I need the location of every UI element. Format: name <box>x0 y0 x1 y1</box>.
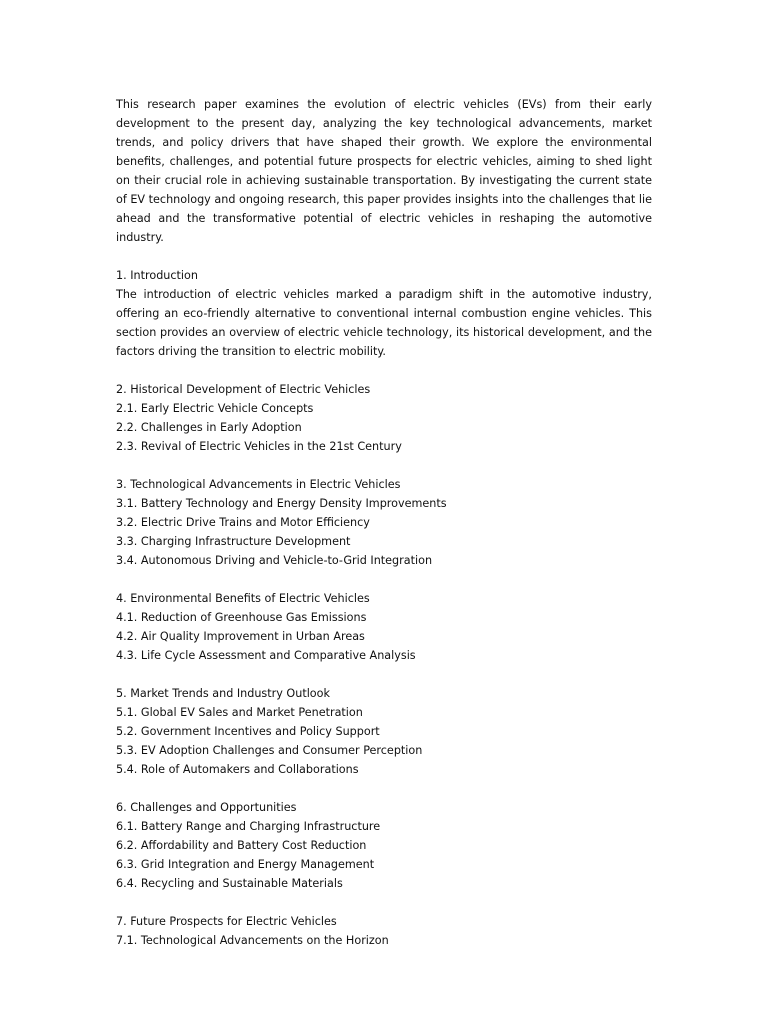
section-heading: 2. Historical Development of Electric Vehicles <box>116 383 371 396</box>
section-future-prospects <box>116 912 652 950</box>
paragraph-gap <box>116 779 652 798</box>
subsection-item: 4.3. Life Cycle Assessment and Comparative Analysis <box>116 649 416 662</box>
subsection-item: 5.1. Global EV Sales and Market Penetration <box>116 706 363 719</box>
subsection-item: 4.1. Reduction of Greenhouse Gas Emissions <box>116 611 367 624</box>
section-technological-advancements <box>116 475 652 570</box>
introduction-paragraph: The introduction of electric vehicles marked a paradigm shift in the automotive industry, offering an eco-friendly alternative to conventional internal combustion engine vehicles. This section provides an overview of electric vehicle technology, its historical development, and the factors driving the transition to electric mobility. <box>116 288 652 358</box>
section-heading: 6. Challenges and Opportunities <box>116 801 297 814</box>
paragraph-gap <box>116 247 652 266</box>
paragraph-gap <box>116 456 652 475</box>
paragraph-gap <box>116 570 652 589</box>
subsection-item: 3.1. Battery Technology and Energy Density Improvements <box>116 497 447 510</box>
section-market-trends <box>116 684 652 779</box>
subsection-item: 6.2. Affordability and Battery Cost Reduction <box>116 839 367 852</box>
paragraph-gap <box>116 361 652 380</box>
subsection-item: 3.2. Electric Drive Trains and Motor Efficiency <box>116 516 370 529</box>
subsection-item: 7.1. Technological Advancements on the Horizon <box>116 934 389 947</box>
subsection-item: 2.2. Challenges in Early Adoption <box>116 421 302 434</box>
subsection-item: 2.3. Revival of Electric Vehicles in the 21st Century <box>116 440 402 453</box>
document-body <box>116 95 652 950</box>
subsection-item: 6.1. Battery Range and Charging Infrastructure <box>116 820 381 833</box>
subsection-item: 3.4. Autonomous Driving and Vehicle-to-Grid Integration <box>116 554 433 567</box>
paragraph-gap <box>116 665 652 684</box>
section-challenges-opportunities <box>116 798 652 893</box>
subsection-item: 3.3. Charging Infrastructure Development <box>116 535 351 548</box>
section-heading: 7. Future Prospects for Electric Vehicles <box>116 915 337 928</box>
section-heading: 5. Market Trends and Industry Outlook <box>116 687 330 700</box>
subsection-item: 5.2. Government Incentives and Policy Support <box>116 725 380 738</box>
section-heading: 4. Environmental Benefits of Electric Vehicles <box>116 592 370 605</box>
abstract-paragraph: This research paper examines the evolution of electric vehicles (EVs) from their early development to the present day, analyzing the key technological advancements, market trends, and policy drivers that have shaped their growth. We explore the environmental benefits, challenges, and potential future prospects for electric vehicles, aiming to shed light on their crucial role in achieving sustainable transportation. By investigating the current state of EV technology and ongoing research, this paper provides insights into the challenges that lie ahead and the transformative potential of electric vehicles in reshaping the automotive industry. <box>116 98 652 244</box>
section-heading-introduction: 1. Introduction <box>116 269 198 282</box>
section-heading: 3. Technological Advancements in Electric Vehicles <box>116 478 401 491</box>
subsection-item: 5.4. Role of Automakers and Collaborations <box>116 763 359 776</box>
paragraph-gap <box>116 893 652 912</box>
subsection-item: 6.4. Recycling and Sustainable Materials <box>116 877 343 890</box>
section-historical-development <box>116 380 652 456</box>
subsection-item: 4.2. Air Quality Improvement in Urban Areas <box>116 630 365 643</box>
subsection-item: 6.3. Grid Integration and Energy Management <box>116 858 375 871</box>
subsection-item: 5.3. EV Adoption Challenges and Consumer Perception <box>116 744 423 757</box>
section-environmental-benefits <box>116 589 652 665</box>
subsection-item: 2.1. Early Electric Vehicle Concepts <box>116 402 314 415</box>
